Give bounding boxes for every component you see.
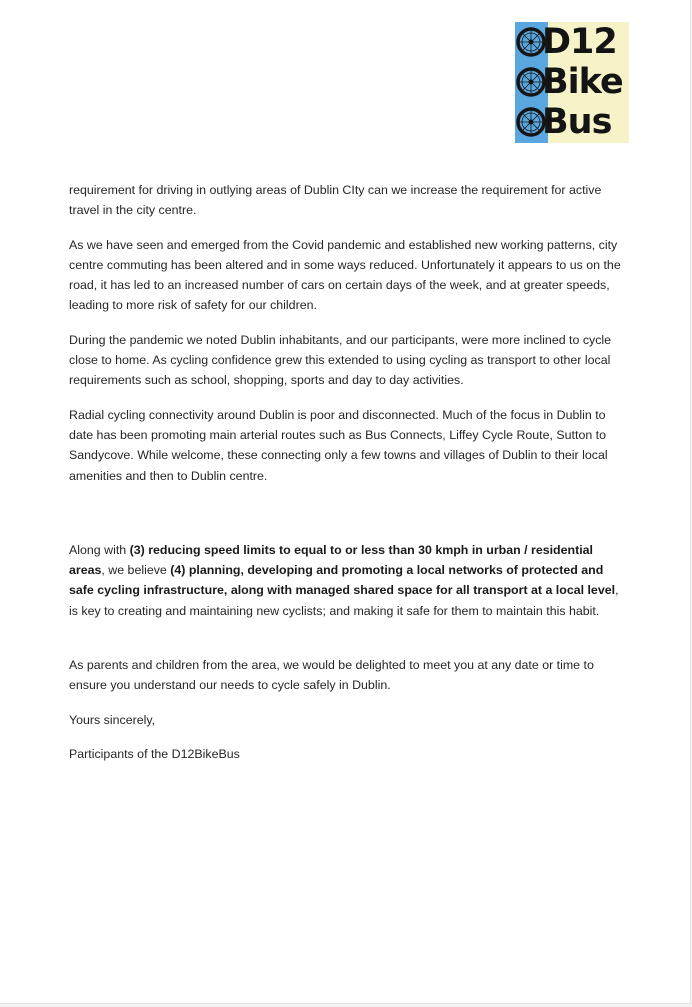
paragraph-meeting-request: As parents and children from the area, we would be delighted to meet you at any date or time to ensure you understand our needs to cycle safely in Dublin. (69, 658, 594, 693)
d12-bike-bus-logo (515, 22, 629, 143)
proposal-3-speed-limits: (3) reducing speed limits to equal to or less than 30 kmph in urban / residential areas (69, 542, 593, 578)
logo-row-d12 (515, 22, 629, 62)
paragraph-covid: As we have seen and emerged from the Covid pandemic and established new working patterns, city centre commuting has been altered and in some ways reduced. Unfortunately it appears to us on the road, it has led to an increased number of cars on certain days of the week, and at greater speeds, leading to more risk of safety for our children. (69, 237, 621, 313)
proposals-text: , is key to creating and maintaining new cyclists; and making it safe for them to maintain this habit. (69, 583, 619, 618)
closing: Yours sincerely, (69, 712, 156, 727)
logo-row-bike (515, 62, 629, 102)
logo-text-bike: Bike (542, 62, 623, 102)
proposals-text: , we believe (101, 563, 171, 578)
logo-row-bus (515, 102, 629, 142)
paragraph-pandemic-cycling: During the pandemic we noted Dublin inhabitants, and our participants, were more inclined to cycle close to home. As cycling confidence grew this extended to using cycling as transport to other local requirements such as school, shopping, sports and day to day activities. (69, 332, 612, 388)
logo-text-bus: Bus (542, 102, 612, 142)
logo-text-d12: D12 (542, 22, 617, 62)
signature: Participants of the D12BikeBus (69, 746, 240, 761)
letter-body (69, 180, 624, 764)
paragraph-active-travel: requirement for driving in outlying areas of Dublin CIty can we increase the requirement for active travel in the city centre. (69, 183, 602, 218)
proposals-text: Along with (69, 542, 130, 557)
proposal-4-cycling-network: (4) planning, developing and promoting a local networks of protected and safe cycling infrastructure, along with managed shared space for all transport at a local level (69, 563, 616, 598)
paragraph-proposals (69, 540, 624, 621)
paragraph-radial-connectivity: Radial cycling connectivity around Dublin is poor and disconnected. Much of the focus in Dublin to date has been promoting main arterial routes such as Bus Connects, Liffey Cycle Route, Sutton to Sandycove. While welcome, these connecting only a few towns and villages of Dublin to their local amenities and then to Dublin centre. (69, 407, 608, 483)
